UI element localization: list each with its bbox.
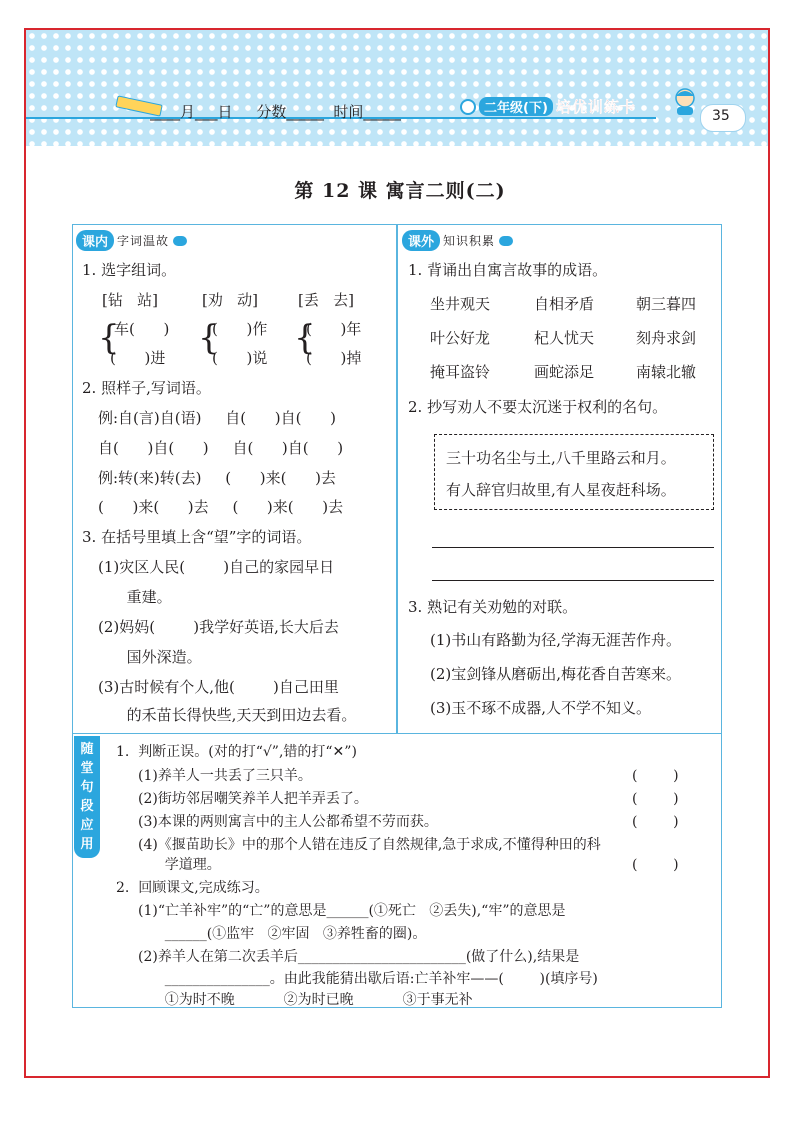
left-q2-row-3: 例:转(来)转(去) ( )来( )去 <box>98 469 336 487</box>
judge-paren-2: ( ) <box>632 791 679 807</box>
judge-item-1: (1)养羊人一共丢了三只羊。 <box>138 768 312 784</box>
left-q1-r1-c1: 车( ) <box>114 320 170 338</box>
right-q3-title: 3. 熟记有关劝勉的对联。 <box>408 598 578 616</box>
couplet-2: (2)宝剑锋从磨砺出,梅花香自苦寒来。 <box>430 665 682 683</box>
right-tag-text: 知识积累 <box>443 234 496 248</box>
bottom-q1-title: 1. 判断正误。(对的打“√”,错的打“✕”) <box>116 744 357 760</box>
judge-item-2: (2)街坊邻居嘲笑养羊人把羊弄丢了。 <box>138 791 368 807</box>
review-options: ①为时不晚 ②为时已晚 ③于事无补 <box>138 992 473 1008</box>
pen-icon <box>173 236 187 246</box>
page-number: 35 <box>712 108 730 124</box>
judge-paren-3: ( ) <box>632 814 679 830</box>
left-section-tag <box>76 230 187 251</box>
judge-item-4: (4)《揠苗助长》中的那个人错在违反了自然规律,急于求成,不懂得种田的科 <box>138 837 601 853</box>
left-q1-pair-3: [丢 去] <box>298 291 355 309</box>
review-line-3: (2)养羊人在第二次丢羊后________________________(做了什么),结果是 <box>138 949 580 965</box>
judge-paren-4: ( ) <box>632 857 679 873</box>
review-line-1: (1)“亡羊补牢”的“亡”的意思是______(①死亡 ②丢失),“牢”的意思是 <box>138 903 566 919</box>
idiom: 自相矛盾 <box>534 295 595 313</box>
idiom: 掩耳盗铃 <box>430 363 491 381</box>
left-q3-line-1: (1)灾区人民( )自己的家园早日 <box>98 558 335 576</box>
left-q3-line-5: (3)古时候有个人,他( )自己田里 <box>98 678 339 696</box>
left-q2-row-4: ( )来( )去 ( )来( )去 <box>98 498 344 516</box>
left-q2-row-2: 自( )自( ) 自( )自( ) <box>98 439 344 457</box>
right-q1-title: 1. 背诵出自寓言故事的成语。 <box>408 261 608 279</box>
left-q2-row-1: 例:自(言)自(语) 自( )自( ) <box>98 409 336 427</box>
idiom: 画蛇添足 <box>534 363 595 381</box>
brace-1: { <box>98 318 120 358</box>
judge-paren-1: ( ) <box>632 768 679 784</box>
right-section-tag <box>402 230 513 251</box>
left-q3-line-3: (2)妈妈( )我学好英语,长大后去 <box>98 618 339 636</box>
left-q1-title: 1. 选字组词。 <box>82 261 177 279</box>
idiom: 刻舟求剑 <box>636 329 697 347</box>
pen-icon <box>499 236 513 246</box>
left-q1-pair-2: [劝 动] <box>202 291 259 309</box>
left-q1-r1-c3: ( )年 <box>306 320 362 338</box>
judge-item-4-cont: 学道理。 <box>138 857 221 873</box>
right-tag-label: 课外 <box>402 230 440 251</box>
review-line-2: ______(①监牢 ②牢固 ③养牲畜的圈)。 <box>138 926 427 942</box>
idiom: 坐井观天 <box>430 295 491 313</box>
left-q3-line-2: 重建。 <box>98 588 172 606</box>
bottom-section-tag: 随堂句段应用 <box>80 742 94 852</box>
idiom: 南辕北辙 <box>636 363 697 381</box>
left-q3-title: 3. 在括号里填上含“望”字的词语。 <box>82 528 312 546</box>
grade-badge: 二年级(下) <box>479 97 553 116</box>
left-q3-line-6: 的禾苗长得快些,天天到田边去看。 <box>98 706 357 724</box>
date-score-time-fields: ____月___日 分数_____ 时间_____ <box>150 103 401 121</box>
left-q1-pair-1: [钻 站] <box>102 291 159 309</box>
quote-line-1: 三十功名尘与土,八千里路云和月。 <box>446 449 676 467</box>
left-q1-r2-c1: ( )进 <box>110 349 166 367</box>
brace-2: { <box>198 318 220 358</box>
right-q2-title: 2. 抄写劝人不要太沉迷于权利的名句。 <box>408 398 668 416</box>
left-tag-text: 字词温故 <box>117 234 170 248</box>
lesson-title: 第 12 课 寓言二则(二) <box>294 180 506 202</box>
quote-line-2: 有人辞官归故里,有人星夜赶科场。 <box>446 481 676 499</box>
idiom: 朝三暮四 <box>636 295 697 313</box>
brand-title: 培优训练卡 <box>555 98 636 116</box>
couplet-3: (3)玉不琢不成器,人不学不知义。 <box>430 699 652 717</box>
judge-item-3: (3)本课的两则寓言中的主人公都希望不劳而获。 <box>138 814 438 830</box>
answer-line-2 <box>432 580 714 581</box>
review-line-4: _______________。由此我能猜出歇后语:亡羊补牢——( )(填序号) <box>138 971 598 987</box>
left-q1-r2-c3: ( )掉 <box>306 349 362 367</box>
idiom: 叶公好龙 <box>430 329 491 347</box>
left-q2-title: 2. 照样子,写词语。 <box>82 379 211 397</box>
left-q3-line-4: 国外深造。 <box>98 648 202 666</box>
bottom-q2-title: 2. 回顾课文,完成练习。 <box>116 880 269 896</box>
left-tag-label: 课内 <box>76 230 114 251</box>
left-q1-r2-c2: ( )说 <box>212 349 268 367</box>
left-q1-r1-c2: ( )作 <box>212 320 268 338</box>
answer-line-1 <box>432 547 714 548</box>
couplet-1: (1)书山有路勤为径,学海无涯苦作舟。 <box>430 631 682 649</box>
idiom: 杞人忧天 <box>534 329 595 347</box>
brace-3: { <box>294 318 316 358</box>
